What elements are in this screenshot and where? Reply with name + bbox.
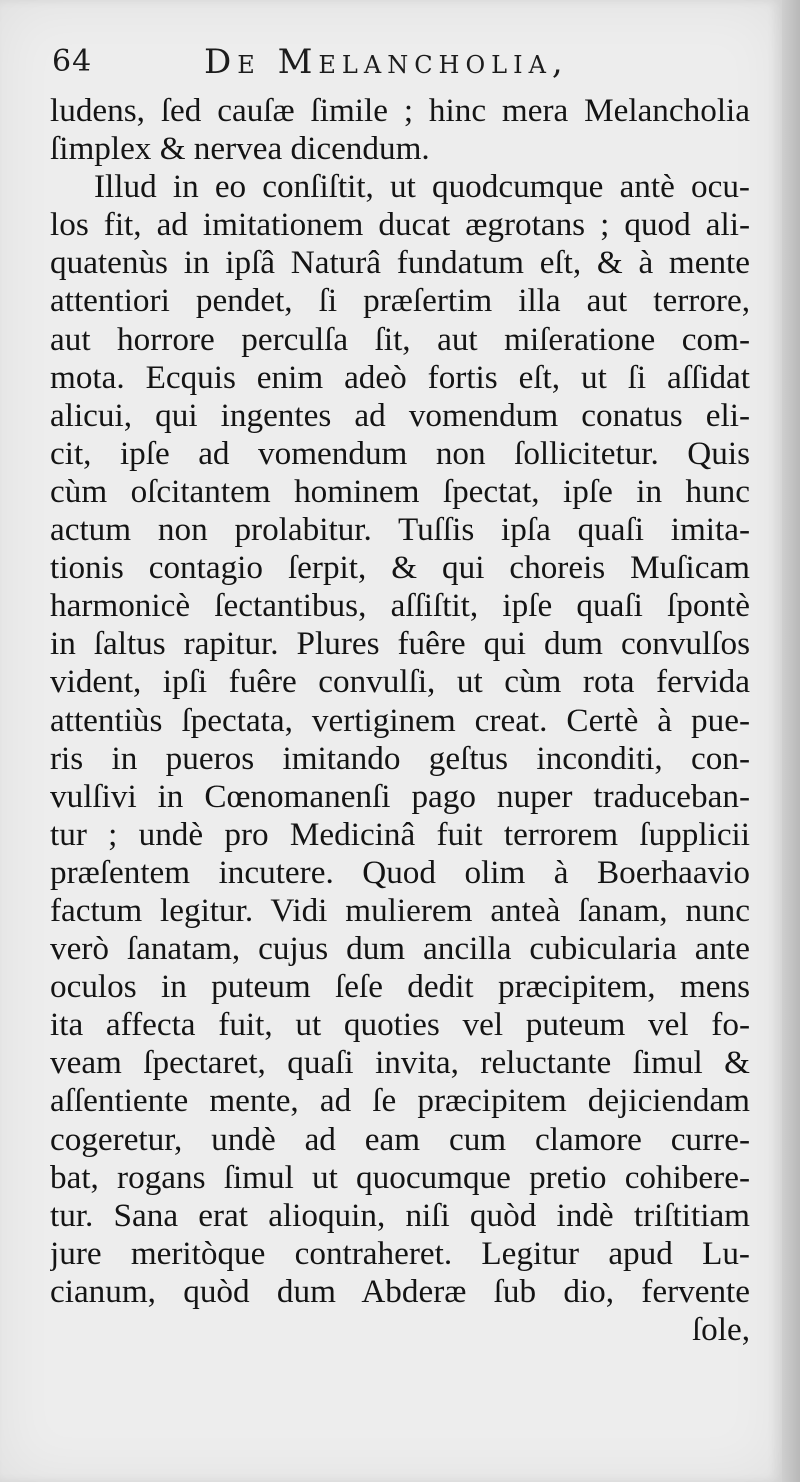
catchword: ſole,: [691, 1311, 750, 1348]
text-line: ludens, ſed cauſæ ſimile ; hinc mera Melancholia: [50, 92, 750, 129]
text-line: ita affecta fuit, ut quoties vel puteum vel fo-: [50, 1006, 750, 1044]
page-header: [52, 38, 752, 88]
text-line: jure meritòque contraheret. Legitur apud Lu-: [50, 1234, 750, 1272]
text-line: aut horrore perculſa ſit, aut miſeratione com-: [50, 320, 750, 358]
text-line: tur ; undè pro Medicinâ fuit terrorem ſupplicii: [50, 815, 750, 853]
page-edge: [782, 0, 800, 1482]
text-line: attentiùs ſpectata, vertiginem creat. Certè à pue-: [50, 701, 750, 739]
page-number: 64: [52, 44, 93, 79]
text-line: oculos in puteum ſeſe dedit præcipitem, mens: [50, 968, 750, 1006]
text-line: mota. Ecquis enim adeò fortis eſt, ut ſi aſſidat: [50, 358, 750, 396]
text-line: vulſivi in Cœnomanenſi pago nuper traduceban-: [50, 777, 750, 815]
text-line: tur. Sana erat alioquin, niſi quòd indè triſtitiam: [50, 1196, 750, 1234]
text-line: actum non prolabitur. Tuſſis ipſa quaſi imita-: [50, 511, 750, 549]
text-line: alicui, qui ingentes ad vomendum conatus eli-: [50, 396, 750, 434]
text-line: quatenùs in ipſâ Naturâ fundatum eſt, & à mente: [50, 244, 750, 282]
running-head: De Melancholia,: [204, 42, 569, 82]
text-line: cianum, quòd dum Abderæ ſub dio, fervente: [50, 1272, 750, 1310]
text-line: attentiori pendet, ſi præſertim illa aut terrore,: [50, 282, 750, 320]
text-line: bat, rogans ſimul ut quocumque pretio cohibere-: [50, 1158, 750, 1196]
text-line: ris in pueros imitando geſtus inconditi, con-: [50, 739, 750, 777]
text-line: los fit, ad imitationem ducat ægrotans ; quod ali-: [50, 206, 750, 244]
text-line: tionis contagio ſerpit, & qui choreis Muſicam: [50, 549, 750, 587]
text-line: vident, ipſi fuêre convulſi, ut cùm rota fervida: [50, 663, 750, 701]
text-line: verò ſanatam, cujus dum ancilla cubicularia ante: [50, 930, 750, 968]
text-line: cit, ipſe ad vomendum non ſollicitetur. Quis: [50, 434, 750, 472]
text-line: Illud in eo conſiſtit, ut quodcumque antè ocu-: [94, 168, 750, 206]
text-line: præſentem incutere. Quod olim à Boerhaavio: [50, 853, 750, 891]
text-line: harmonicè ſectantibus, aſſiſtit, ipſe quaſi ſpontè: [50, 587, 750, 625]
text-line: cogeretur, undè ad eam cum clamore curre-: [50, 1120, 750, 1158]
text-line: factum legitur. Vidi mulierem anteà ſanam, nunc: [50, 891, 750, 929]
text-line: aſſentiente mente, ad ſe præcipitem dejiciendam: [50, 1082, 750, 1120]
text-line: cùm oſcitantem hominem ſpectat, ipſe in hunc: [50, 472, 750, 510]
text-line: ſimplex & nervea dicendum.: [50, 130, 430, 168]
body-text: [50, 92, 750, 1349]
text-line: in ſaltus rapitur. Plures fuêre qui dum convulſos: [50, 625, 750, 663]
text-line: veam ſpectaret, quaſi invita, reluctante ſimul &: [50, 1044, 750, 1082]
